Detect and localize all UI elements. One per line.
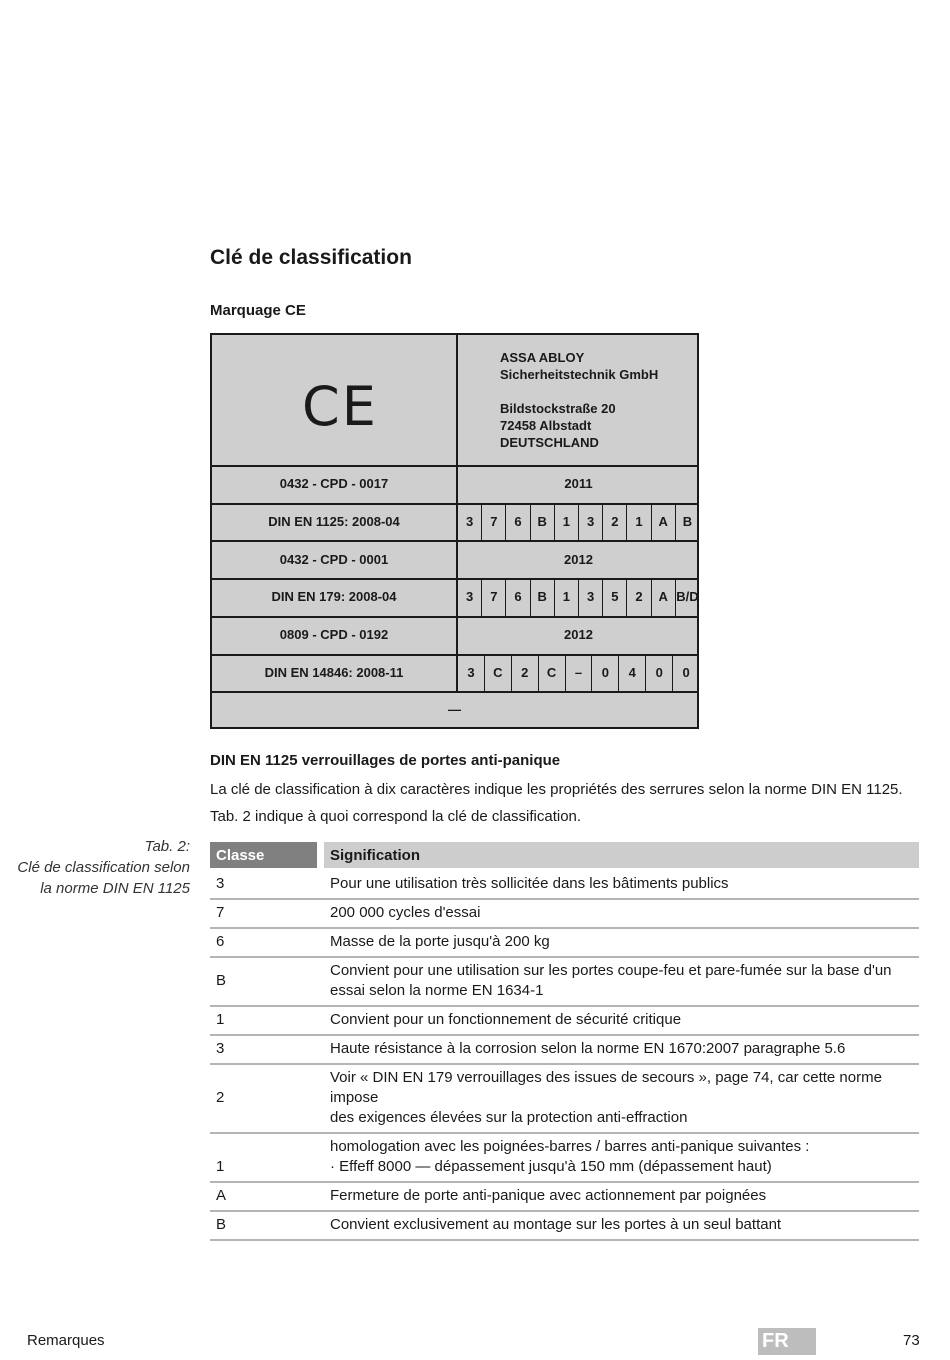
code-character: 3 xyxy=(579,503,603,541)
plate-year: 2012 xyxy=(564,551,593,567)
plate-standard-label: 0432 - CPD - 0017 xyxy=(279,476,389,492)
table-row xyxy=(210,868,919,899)
code-character: 1 xyxy=(627,503,651,541)
code-character: 2 xyxy=(512,654,539,692)
table-row xyxy=(210,1211,919,1240)
signification-cell xyxy=(324,1064,919,1133)
table-row xyxy=(210,1064,919,1133)
code-character: B xyxy=(531,578,555,616)
signification-line: Voir « DIN EN 179 verrouillages des issues de secours », page 74, car cette norme impose xyxy=(330,1069,882,1106)
code-character: 3 xyxy=(458,578,482,616)
plate-classification-code xyxy=(458,578,699,616)
signification-cell xyxy=(324,899,919,928)
table-row xyxy=(210,1006,919,1035)
section-heading: DIN EN 1125 verrouillages de portes anti-panique xyxy=(210,752,561,769)
classe-cell: 7 xyxy=(210,899,317,928)
classe-cell: 1 xyxy=(210,1006,317,1035)
code-character: 0 xyxy=(646,654,673,692)
signification-line: homologation avec les poignées-barres / barres anti-panique suivantes : xyxy=(330,1138,810,1155)
table-reference-paragraph: Tab. 2 indique à quoi correspond la clé de classification. xyxy=(210,808,582,825)
page-number: 73 xyxy=(903,1332,920,1349)
plate-year: 2011 xyxy=(564,476,593,492)
plate-standard-label: DIN EN 14846: 2008-11 xyxy=(264,664,404,680)
classe-cell: B xyxy=(210,957,317,1006)
plate-standard-label: 0432 - CPD - 0001 xyxy=(279,551,389,567)
table-row xyxy=(210,957,919,1006)
table-row xyxy=(210,1133,919,1182)
code-character: 2 xyxy=(603,503,627,541)
code-character: B xyxy=(531,503,555,541)
signification-line: Convient exclusivement au montage sur les portes à un seul battant xyxy=(330,1216,782,1233)
code-character: 2 xyxy=(627,578,651,616)
header-classe: Classe xyxy=(210,842,317,868)
table-row xyxy=(210,1182,919,1211)
signification-cell xyxy=(324,1035,919,1064)
code-character: 7 xyxy=(482,503,506,541)
classification-table xyxy=(210,842,919,1241)
table-header-row xyxy=(210,842,919,868)
code-character: A xyxy=(652,578,676,616)
plate-year: 2012 xyxy=(564,627,593,643)
code-character: – xyxy=(566,654,593,692)
code-character: 3 xyxy=(579,578,603,616)
signification-line: · Effeff 8000 — dépassement jusqu'à 150 mm (dépassement haut) xyxy=(330,1158,772,1175)
signification-line: essai selon la norme EN 1634-1 xyxy=(330,982,544,999)
signification-line: Convient pour une utilisation sur les portes coupe-feu et pare-fumée sur la base d'un xyxy=(330,962,892,979)
address-spacer xyxy=(500,383,658,400)
ce-mark-logo: CE xyxy=(302,375,378,438)
signification-cell xyxy=(324,1006,919,1035)
signification-line: Pour une utilisation très sollicitée dans les bâtiments publics xyxy=(330,875,729,892)
code-character: 3 xyxy=(458,654,485,692)
code-character: 6 xyxy=(506,578,530,616)
signification-cell xyxy=(324,1211,919,1240)
manufacturer-address xyxy=(500,349,658,451)
address-line: 72458 Albstadt xyxy=(500,418,592,433)
signification-line: Masse de la porte jusqu'à 200 kg xyxy=(330,933,550,950)
classe-cell: 3 xyxy=(210,868,317,899)
intro-paragraph: La clé de classification à dix caractères indique les propriétés des serrures selon la norme DIN EN 1125. xyxy=(210,781,903,798)
plate-bottom-mark: — xyxy=(448,701,461,717)
code-character: 4 xyxy=(619,654,646,692)
caption-line: la norme DIN EN 1125 xyxy=(40,880,190,897)
plate-standard-label: DIN EN 179: 2008-04 xyxy=(271,589,397,605)
code-character: 7 xyxy=(482,578,506,616)
language-badge: FR xyxy=(758,1328,816,1355)
plate-classification-code xyxy=(458,503,699,541)
code-character: B/D xyxy=(676,589,699,605)
classe-cell: A xyxy=(210,1182,317,1211)
code-character: 1 xyxy=(555,578,579,616)
page-title: Clé de classification xyxy=(210,246,412,269)
classe-cell: 6 xyxy=(210,928,317,957)
plate-classification-code xyxy=(458,654,699,692)
plate-standard-label: DIN EN 1125: 2008-04 xyxy=(268,514,400,530)
ce-marking-plate xyxy=(210,333,699,729)
table-row xyxy=(210,928,919,957)
code-character: A xyxy=(652,503,676,541)
signification-line: 200 000 cycles d'essai xyxy=(330,904,481,921)
section-subtitle: Marquage CE xyxy=(210,302,306,319)
signification-cell xyxy=(324,1182,919,1211)
signification-line: Haute résistance à la corrosion selon la norme EN 1670:2007 paragraphe 5.6 xyxy=(330,1040,846,1057)
address-line: ASSA ABLOY xyxy=(500,350,585,365)
plate-standard-label: 0809 - CPD - 0192 xyxy=(279,627,389,643)
classe-cell: B xyxy=(210,1211,317,1240)
code-character: 5 xyxy=(603,578,627,616)
code-character: C xyxy=(485,654,512,692)
signification-cell xyxy=(324,1133,919,1182)
address-line: Sicherheitstechnik GmbH xyxy=(500,367,659,382)
code-character: C xyxy=(539,654,566,692)
code-character: 6 xyxy=(506,503,530,541)
table-row xyxy=(210,899,919,928)
table-row xyxy=(210,1035,919,1064)
signification-cell xyxy=(324,928,919,957)
address-line: DEUTSCHLAND xyxy=(500,435,599,450)
classe-cell: 2 xyxy=(210,1064,317,1133)
caption-line: Tab. 2: xyxy=(144,838,190,855)
signification-line: Convient pour un fonctionnement de sécurité critique xyxy=(330,1011,682,1028)
classe-cell: 3 xyxy=(210,1035,317,1064)
code-character: 0 xyxy=(592,654,619,692)
signification-line: des exigences élevées sur la protection anti-effraction xyxy=(330,1109,688,1126)
header-signification: Signification xyxy=(324,842,919,868)
footer-section-label: Remarques xyxy=(27,1332,105,1349)
signification-cell xyxy=(324,868,919,899)
code-character: 1 xyxy=(555,503,579,541)
code-character: 3 xyxy=(458,503,482,541)
table-caption xyxy=(17,836,190,899)
caption-line: Clé de classification selon xyxy=(17,859,190,876)
code-character: 0 xyxy=(682,664,690,680)
signification-cell xyxy=(324,957,919,1006)
classe-cell: 1 xyxy=(210,1133,317,1182)
signification-line: Fermeture de porte anti-panique avec actionnement par poignées xyxy=(330,1187,767,1204)
code-character: B xyxy=(682,514,693,530)
address-line: Bildstockstraße 20 xyxy=(500,401,616,416)
